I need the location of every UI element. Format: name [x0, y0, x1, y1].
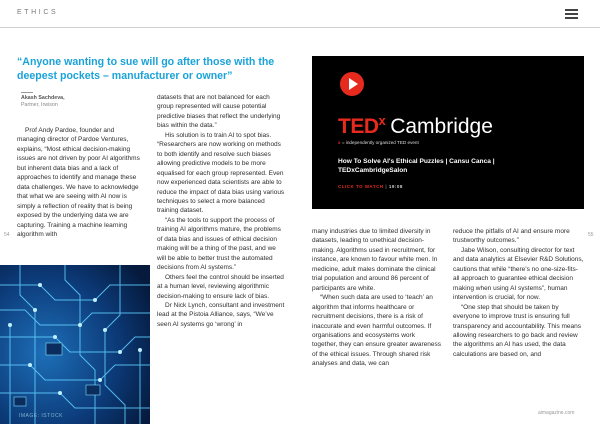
- paragraph: His solution is to train AI to spot bias. “Researchers are now working on methods to both identify and resolve such biases allowing predictive models to be more equalised for each group represented. Even now experienced data scientists are able to reduce the impact of data bias using various techniques to select a more balanced training dataset.: [157, 131, 285, 215]
- paragraph: “When such data are used to ‘teach’ an algorithm that informs healthcare or recruitment decisions, there is a risk of inaccurate and even harmful outcomes. If organisations and ecosystems work together, they can ensure greater awareness of the ethical issues. Through shared risk analyses and data, we can: [312, 294, 441, 368]
- organized-note: x = independently organized TED event: [338, 140, 419, 145]
- attribution-role: Partner, Irwison: [21, 102, 58, 108]
- tedx-cambridge-logo: TED$^x$ Cambridge: [338, 113, 493, 138]
- footer-url[interactable]: aimagazine.com: [538, 410, 575, 416]
- paragraph: Dr Nick Lynch, consultant and investment lead at the Pistoia Alliance, says, “We’ve seen AI systems go ‘wrong’ in: [157, 301, 285, 328]
- paragraph: “As the tools to support the process of training AI algorithms mature, the problems of data bias and issues of ethical decision making will be a thing of the past, and we will be able to better trust the automated decisions from AI systems.”: [157, 216, 281, 272]
- page-number-right: 55: [588, 232, 594, 238]
- hamburger-menu-icon[interactable]: [565, 9, 578, 19]
- text-column-1: [17, 126, 141, 239]
- paragraph: Prof Andy Pardoe, founder and managing director of Pardoe Ventures, explains, “Most ethical decision-making issues are not driven by poor AI algorithms but inherent data bias and a lack of approaches to identify and manage these data challenges. We have to acknowledge that what we are seeing with AI now is simply a reflection of reality that is being exposed by the underlying data we are capturing. Training a machine learning algorithm with: [17, 127, 140, 238]
- paragraph: Jabe Wilson, consulting director for text and data analytics at Elsevier R&D Solutions, cautions that while “there’s no one-size-fits-all approach to guarantee ethical decision making when using AI systems”, human intervention is crucial, for now.: [453, 246, 584, 302]
- play-icon[interactable]: [340, 72, 364, 96]
- attribution-divider: [21, 92, 33, 93]
- attribution-name: Akash Sachdeva,: [21, 95, 65, 101]
- paragraph: “One step that should be taken by everyone to improve trust is ensuring full transparency and accountability. This means allowing researchers to go back and review the algorithms an AI has used, the data calculations are based on, and: [453, 303, 582, 358]
- pull-quote: “Anyone wanting to sue will go after those with the deepest pockets – manufacturer or owner”: [17, 56, 275, 82]
- ted-video-embed[interactable]: [312, 56, 584, 209]
- paragraph: datasets that are not balanced for each group represented will cause potential predictive biases that reflect the underlying bias within the data.”: [157, 94, 281, 130]
- circuit-board-image: [0, 265, 150, 424]
- top-bar: [0, 0, 600, 28]
- section-label: ETHICS: [17, 9, 59, 16]
- text-column-3: [312, 227, 441, 369]
- video-title: How To Solve AI's Ethical Puzzles | Cansu Canca | TEDxCambridgeSalon: [338, 158, 495, 174]
- paragraph: Others feel the control should be inserted at a human level, reviewing algorithmic decision-making to ensure lack of bias.: [157, 273, 284, 300]
- video-duration: 19:08: [388, 184, 403, 189]
- click-to-watch-link[interactable]: CLICK TO WATCH | 19:08: [338, 184, 403, 189]
- text-column-2: [157, 93, 286, 329]
- paragraph: many industries due to limited diversity in datasets, leading to unethical decision-making. Algorithms used in recruitment, for instance, are known to favour white men. In medicine, adult males dominate the clinical trial population and around 86 percent of participants are white.: [312, 228, 438, 292]
- page-number-left: 54: [4, 232, 10, 238]
- paragraph: reduce the pitfalls of AI and ensure more trustworthy outcomes.”: [453, 228, 570, 245]
- text-column-4: [453, 227, 584, 359]
- image-credit: IMAGE: ISTOCK: [19, 413, 63, 419]
